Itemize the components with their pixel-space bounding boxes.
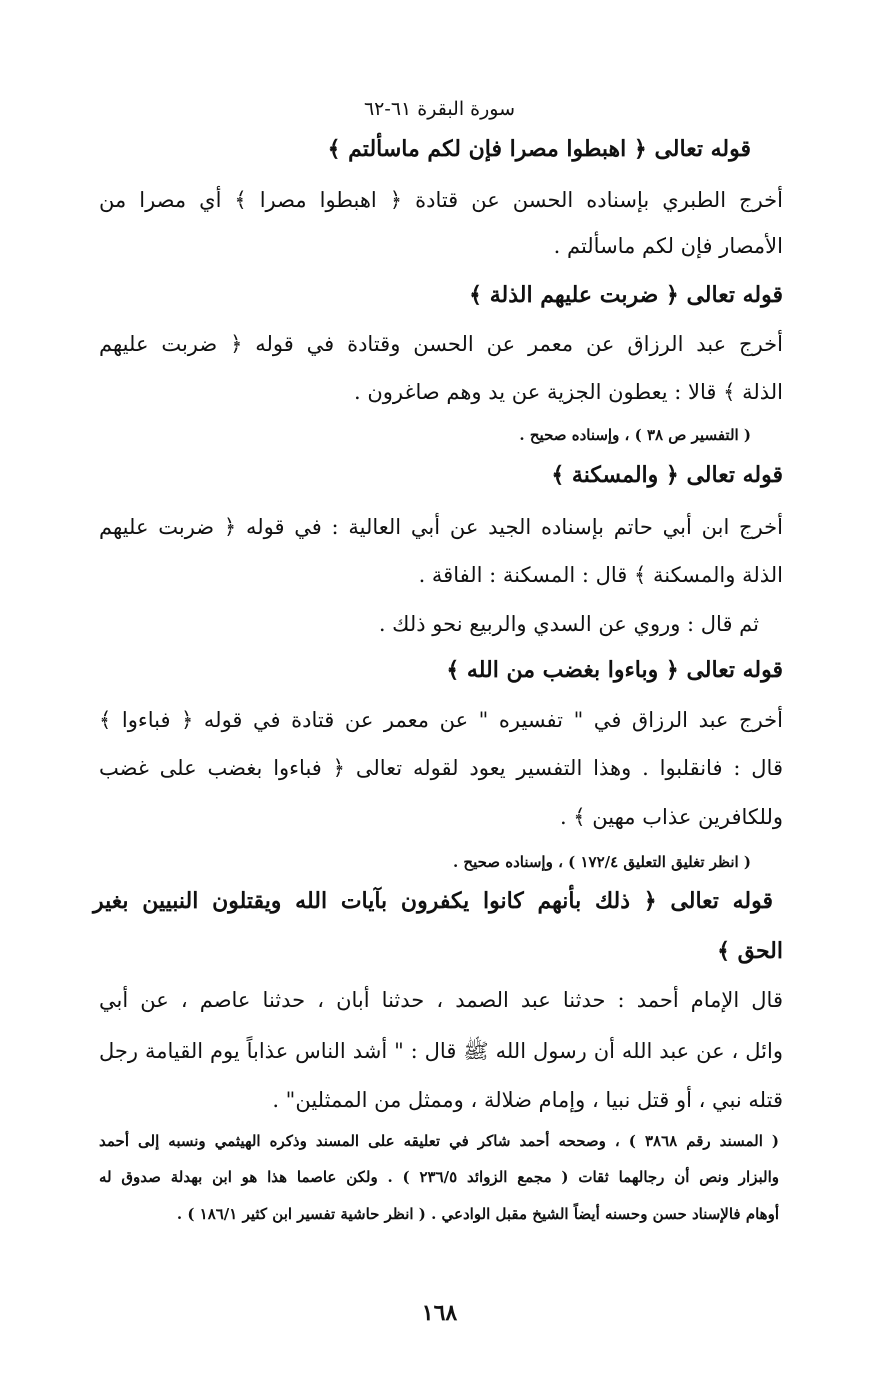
footnote-line: ( التفسير ص ٣٨ ) ، وإسناده صحيح . <box>519 426 751 444</box>
body-line: الذلة والمسكنة ﴾ قال : المسكنة : الفاقة . <box>418 563 783 587</box>
body-line: أخرج ابن أبي حاتم بإسناده الجيد عن أبي العالية : في قوله ﴿ ضربت عليهم <box>99 515 783 539</box>
footnote-line: أوهام فالإسناد حسن وحسنه أيضاً الشيخ مقبل الوادعي . ( انظر حاشية تفسير ابن كثير ١٨٦/١ ) . <box>176 1205 779 1223</box>
footnote-line: ( انظر تغليق التعليق ١٧٢/٤ ) ، وإسناده صحيح . <box>452 853 751 871</box>
verse-heading: قوله تعالى ﴿ ضربت عليهم الذلة ﴾ <box>469 282 783 308</box>
footnote-line: والبزار ونص أن رجالهما ثقات ( مجمع الزوائد ٢٣٦/٥ ) . ولكن عاصما هذا هو ابن بهدلة صدوق له <box>99 1168 779 1186</box>
body-line: أخرج عبد الرزاق عن معمر عن الحسن وقتادة في قوله ﴿ ضربت عليهم <box>99 332 783 356</box>
verse-heading: قوله تعالى ﴿ اهبطوا مصرا فإن لكم ماسألتم ﴾ <box>327 136 751 162</box>
verse-heading: قوله تعالى ﴿ وباءوا بغضب من الله ﴾ <box>446 657 783 683</box>
body-line: الذلة ﴾ قالا : يعطون الجزية عن يد وهم صاغرون . <box>353 380 783 404</box>
verse-heading: قوله تعالى ﴿ ذلك بأنهم كانوا يكفرون بآيات الله ويقتلون النبيين بغير <box>93 888 773 914</box>
body-line: قال : فانقلبوا . وهذا التفسير يعود لقوله تعالى ﴿ فباءوا بغضب على غضب <box>99 756 783 780</box>
body-line: أخرج الطبري بإسناده الحسن عن قتادة ﴿ اهبطوا مصرا ﴾ أي مصرا من <box>99 188 783 212</box>
body-line: أخرج عبد الرزاق في " تفسيره " عن معمر عن قتادة في قوله ﴿ فباءوا ﴾ <box>99 708 783 732</box>
body-line: قال الإمام أحمد : حدثنا عبد الصمد ، حدثنا أبان ، حدثنا عاصم ، عن أبي <box>99 988 783 1012</box>
page-number: ١٦٨ <box>421 1300 458 1326</box>
body-line: الأمصار فإن لكم ماسألتم . <box>553 234 783 258</box>
footnote-line: ( المسند رقم ٣٨٦٨ ) ، وصححه أحمد شاكر في تعليقه على المسند وذكره الهيثمي ونسبه إلى أحمد <box>99 1132 779 1150</box>
page-header: سورة البقرة ٦١-٦٢ <box>363 98 516 120</box>
body-line: ثم قال : وروي عن السدي والربيع نحو ذلك . <box>378 612 759 636</box>
verse-heading: قوله تعالى ﴿ والمسكنة ﴾ <box>551 462 783 488</box>
body-line: قتله نبي ، أو قتل نبيا ، وإمام ضلالة ، وممثل من الممثلين" . <box>272 1088 783 1112</box>
body-line: وائل ، عن عبد الله أن رسول الله ﷺ قال : " أشد الناس عذاباً يوم القيامة رجل <box>99 1039 783 1063</box>
body-line: وللكافرين عذاب مهين ﴾ . <box>559 805 783 829</box>
verse-heading: الحق ﴾ <box>717 938 783 964</box>
